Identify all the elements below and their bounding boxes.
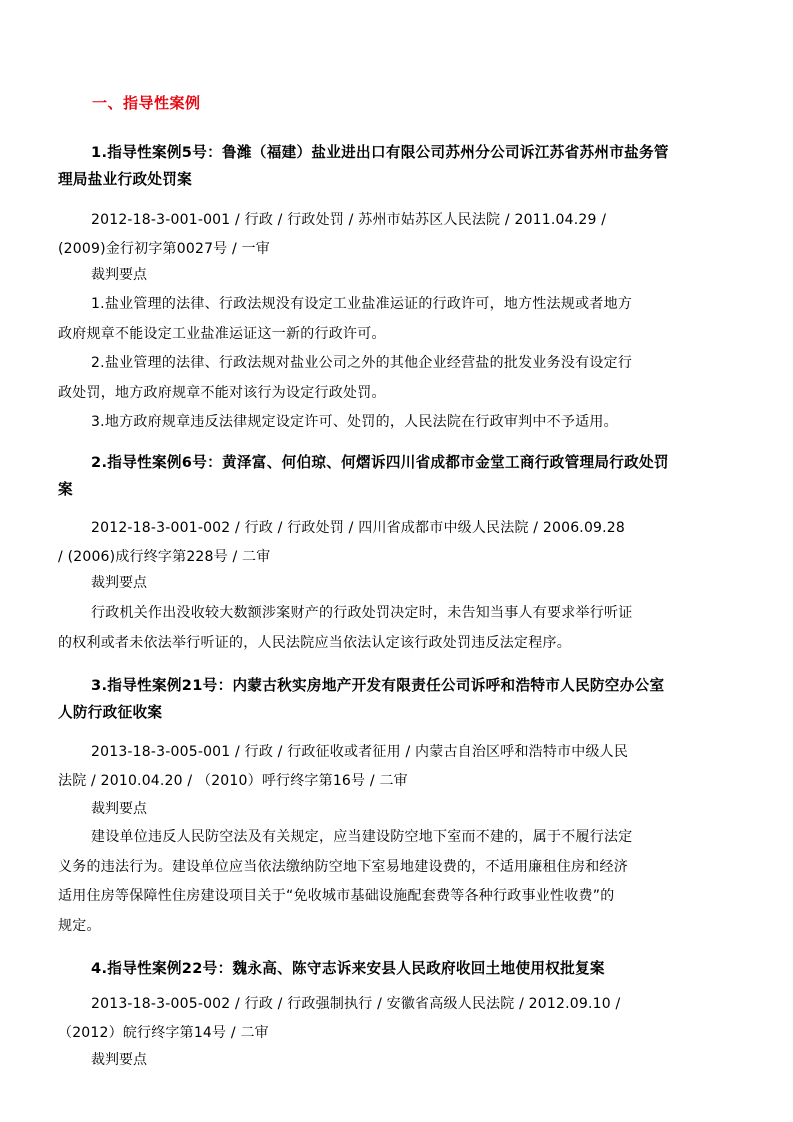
case-4-ruling-label: 裁判要点 [91, 1052, 147, 1068]
case-title-line: 案 [58, 481, 73, 498]
case-1-meta [58, 206, 742, 264]
case-1-point-1 [58, 290, 742, 349]
case-meta-line: / (2006)成行终字第228号 / 二审 [58, 549, 271, 565]
case-meta-line: 2012-18-3-001-002 / 行政 / 行政处罚 / 四川省成都市中级人民法院 / 2006.09.28 [91, 520, 626, 536]
case-3-meta [58, 738, 742, 796]
point-line: 建设单位违反人民防空法及有关规定，应当建设防空地下室而不建的，属于不履行法定 [91, 829, 633, 845]
case-2-title [58, 449, 738, 503]
case-2-ruling-label: 裁判要点 [91, 575, 147, 591]
point-line: 行政机关作出没收较大数额涉案财产的行政处罚决定时，未告知当事人有要求举行听证 [91, 605, 633, 621]
case-2-point-1 [58, 599, 742, 658]
case-title-line: 2.指导性案例6号：黄泽富、何伯琼、何熠诉四川省成都市金堂工商行政管理局行政处罚 [91, 454, 669, 471]
point-line: 政府规章不能设定工业盐准运证这一新的行政许可。 [58, 325, 386, 342]
case-title-line: 3.指导性案例21号：内蒙古秋实房地产开发有限责任公司诉呼和浩特市人民防空办公室 [91, 677, 665, 694]
case-3-point-1 [58, 823, 742, 941]
case-1-ruling-label: 裁判要点 [91, 267, 147, 283]
point-line: 1.盐业管理的法律、行政法规没有设定工业盐准运证的行政许可，地方性法规或者地方 [91, 296, 633, 312]
case-4-meta [58, 990, 742, 1048]
case-3-title [58, 672, 738, 726]
case-meta-line: 2013-18-3-005-002 / 行政 / 行政强制执行 / 安徽省高级人民法院 / 2012.09.10 / [91, 996, 621, 1012]
point-line: 2.盐业管理的法律、行政法规对盐业公司之外的其他企业经营盐的批发业务没有设定行 [91, 355, 633, 371]
case-meta-line: （2012）皖行终字第14号 / 二审 [58, 1025, 269, 1041]
case-2-meta [58, 514, 742, 572]
point-line: 的权利或者未依法举行听证的，人民法院应当依法认定该行政处罚违反法定程序。 [58, 634, 571, 651]
case-1-title [58, 139, 738, 193]
point-line: 义务的违法行为。建设单位应当依法缴纳防空地下室易地建设费的，不适用廉租住房和经济 [58, 858, 628, 875]
point-line: 政处罚，地方政府规章不能对该行为设定行政处罚。 [58, 384, 386, 401]
case-meta-line: 2012-18-3-001-001 / 行政 / 行政处罚 / 苏州市姑苏区人民法院 / 2011.04.29 / [91, 212, 607, 228]
section-title: 一、指导性案例 [92, 94, 201, 112]
case-1-point-2 [58, 349, 742, 408]
point-line: 规定。 [58, 917, 101, 934]
case-4-title [58, 955, 738, 982]
case-title-line: 1.指导性案例5号：鲁潍（福建）盐业进出口有限公司苏州分公司诉江苏省苏州市盐务管 [91, 144, 669, 161]
case-3-ruling-label: 裁判要点 [91, 801, 147, 817]
case-1-point-3 [58, 408, 742, 438]
case-title-line: 人防行政征收案 [58, 704, 163, 721]
point-line: 适用住房等保障性住房建设项目关于“免收城市基础设施配套费等各种行政事业性收费”的 [58, 888, 615, 904]
case-title-line: 理局盐业行政处罚案 [58, 171, 193, 188]
case-meta-line: 2013-18-3-005-001 / 行政 / 行政征收或者征用 / 内蒙古自治区呼和浩特市中级人民 [91, 744, 629, 760]
case-meta-line: (2009)金行初字第0027号 / 一审 [58, 241, 270, 257]
point-line: 3.地方政府规章违反法律规定设定许可、处罚的，人民法院在行政审判中不予适用。 [91, 414, 618, 430]
case-meta-line: 法院 / 2010.04.20 / （2010）呼行终字第16号 / 二审 [58, 773, 408, 789]
case-title-line: 4.指导性案例22号：魏永高、陈守志诉来安县人民政府收回土地使用权批复案 [91, 960, 605, 977]
